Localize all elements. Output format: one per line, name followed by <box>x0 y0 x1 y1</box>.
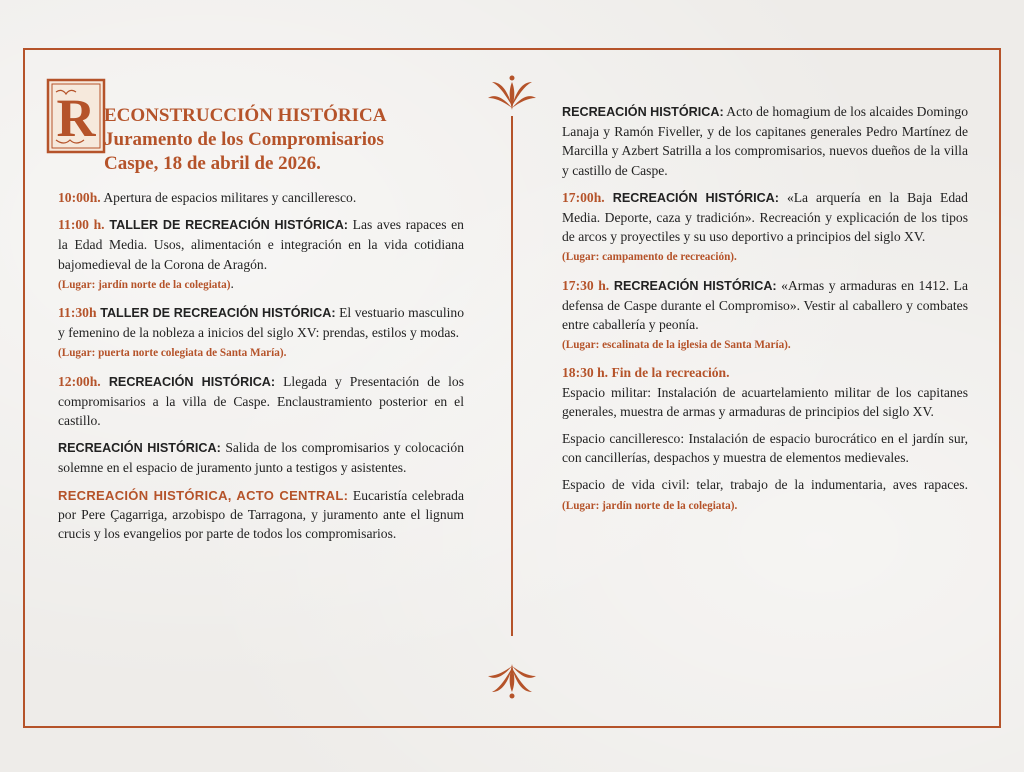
schedule-item: Espacio de vida civil: telar, trabajo de la indumentaria, aves rapaces. (Lugar: jardín norte de la colegiata). <box>562 477 968 512</box>
schedule-item: 18:30 h. Fin de la recreación. Espacio militar: Instalación de acuartelamiento militar de los capitanes generales, muestra de armas y armaduras de principios del siglo XV. <box>562 365 968 419</box>
schedule-item: Espacio cancilleresco: Instalación de espacio burocrático en el jardín sur, con cancillerías, despachos y muestra de elementos medievales. <box>562 431 968 466</box>
fleur-ornament-top-icon <box>486 72 538 112</box>
schedule-item: 11:30h TALLER DE RECREACIÓN HISTÓRICA: El vestuario masculino y femenino de la nobleza a inicios del siglo XV: prendas, estilos y modas. (Lugar: puerta norte colegiata de Santa María). <box>58 305 464 360</box>
location-note: (Lugar: jardín norte de la colegiata) <box>58 278 231 291</box>
page-subtitle: Juramento de los Compromisarios <box>104 129 384 150</box>
illuminated-letter-r-icon <box>46 78 106 154</box>
event-date: Caspe, 18 de abril de 2026. <box>104 153 321 174</box>
location-note: (Lugar: puerta norte colegiata de Santa María). <box>58 347 287 360</box>
fleur-ornament-bottom-icon <box>486 662 538 702</box>
schedule-item: 17:00h. RECREACIÓN HISTÓRICA: «La arquería en la Baja Edad Media. Deporte, caza y tradición». Recreación y explicación de los tipos de arcos y proyectiles y su uso deportivo a principios del siglo XV. (Lugar: campamento de recreación). <box>562 189 968 264</box>
schedule-item: RECREACIÓN HISTÓRICA: Acto de homagium de los alcaides Domingo Lanaja y Ramón Fiveller, y de los capitanes generales Pedro Martínez de Marcilla y Azbert Satrilla a los compromisarios, nuevos dueños de la villa y castillo de Caspe. <box>562 104 968 178</box>
location-note: (Lugar: jardín norte de la colegiata). <box>562 499 738 512</box>
left-column <box>58 78 464 551</box>
page-title: ECONSTRUCCIÓN HISTÓRICA <box>104 105 387 126</box>
schedule-item: 12:00h. RECREACIÓN HISTÓRICA: Llegada y Presentación de los compromisarios a la villa de Caspe. Enclaustramiento posterior en el castillo. <box>58 373 464 429</box>
schedule-item: RECREACIÓN HISTÓRICA: Salida de los compromisarios y colocación solemne en el espacio de juramento junto a testigos y asistentes. <box>58 440 465 476</box>
column-divider <box>511 116 513 636</box>
right-column <box>562 102 968 524</box>
schedule-item: 11:00 h. TALLER DE RECREACIÓN HISTÓRICA: Las aves rapaces en la Edad Media. Usos, alimentación e integración en la vida cotidiana bajomedieval de la Corona de Aragón. (Lugar: jardín norte de la colegiata). <box>58 217 464 291</box>
svg-text:R: R <box>56 88 96 148</box>
location-note: (Lugar: campamento de recreación). <box>562 251 737 264</box>
location-note: (Lugar: escalinata de la iglesia de Santa María). <box>562 339 791 352</box>
header <box>58 78 464 176</box>
schedule-item-central: RECREACIÓN HISTÓRICA, ACTO CENTRAL: Eucaristía celebrada por Pere Çagarriga, arzobispo de Tarragona, y juramento ante el lignum crucis y los evangelios por parte de todos los compromisarios. <box>58 487 465 542</box>
schedule-item: 10:00h. Apertura de espacios militares y cancilleresco. <box>58 190 357 205</box>
schedule-item: 17:30 h. RECREACIÓN HISTÓRICA: «Armas y armaduras en 1412. La defensa de Caspe durante el Compromiso». Vestir al caballero y combates entre caballería y peonía. (Lugar: escalinata de la iglesia de Santa María). <box>562 277 969 352</box>
